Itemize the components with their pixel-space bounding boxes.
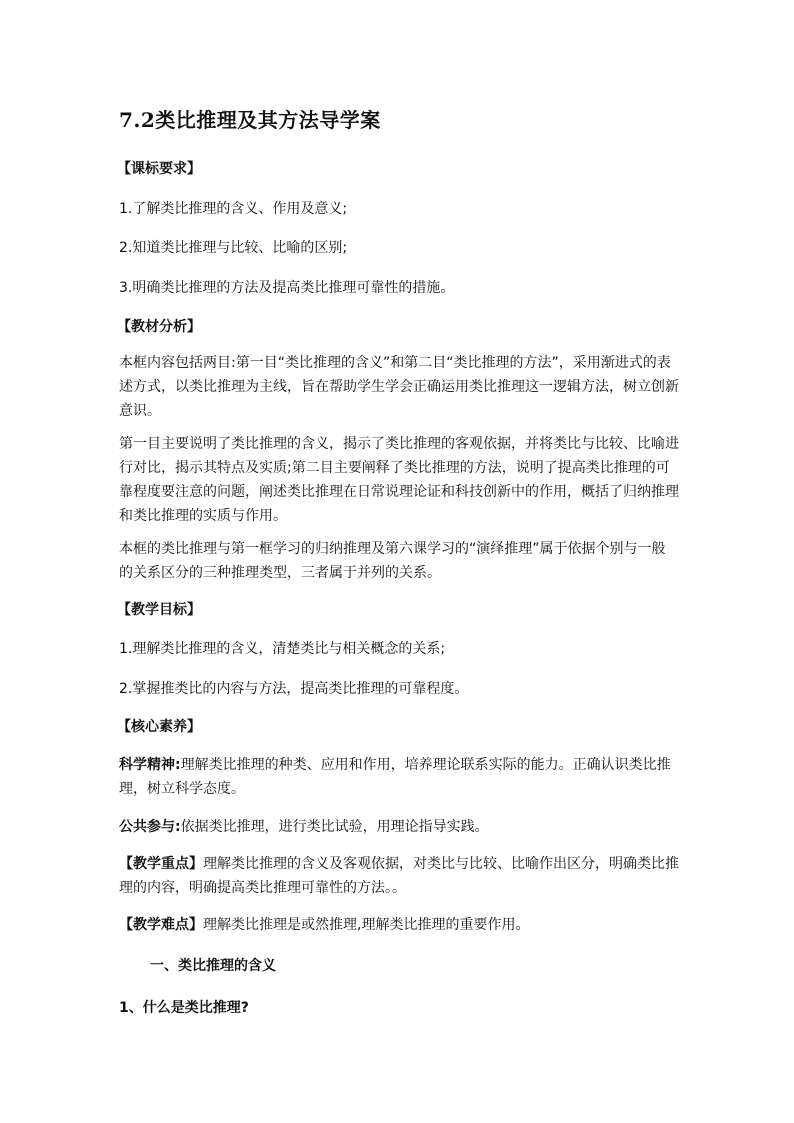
requirement-item-2: 2.知道类比推理与比较、比喻的区别;: [119, 240, 348, 256]
science-spirit-label: 科学精神:: [119, 757, 181, 773]
objective-item-1: 1.理解类比推理的含义，清楚类比与相关概念的关系;: [119, 641, 446, 657]
question-heading-one: 1、什么是类比推理?: [119, 1000, 249, 1016]
requirement-item-1: 1.了解类比推理的含义、作用及意义;: [119, 201, 348, 217]
science-spirit-paragraph: [119, 753, 679, 801]
requirement-item-3: 3.明确类比推理的方法及提高类比推理可靠性的措施。: [119, 280, 455, 296]
section-heading-one: 一、类比推理的含义: [150, 958, 276, 974]
public-participation-text: 依据类比推理，进行类比试验，用理论指导实践。: [180, 819, 489, 835]
teaching-difficulties-label: 【教学难点】: [119, 917, 203, 933]
heading-curriculum-requirements: 【课标要求】: [117, 161, 201, 177]
public-participation-label: 公共参与:: [119, 819, 181, 835]
public-participation-paragraph: [119, 815, 679, 839]
teaching-difficulties-paragraph: [119, 913, 679, 937]
analysis-paragraph-3: 本框的类比推理与第一框学习的归纳推理及第六课学习的“演绎推理”属于依据个别与一般的关系区分的三种推理类型，三者属于并列的关系。: [119, 541, 666, 581]
heading-teaching-objectives: 【教学目标】: [117, 602, 201, 618]
teaching-key-points-paragraph: [119, 852, 679, 900]
heading-textbook-analysis: 【教材分析】: [117, 319, 201, 335]
document-title: 7.2类比推理及其方法导学案: [119, 108, 381, 132]
teaching-key-points-label: 【教学重点】: [119, 856, 203, 872]
science-spirit-text: 理解类比推理的种类、应用和作用，培养理论联系实际的能力。正确认识类比推理，树立科学态度。: [119, 757, 671, 797]
teaching-difficulties-text: 理解类比推理是或然推理,理解类比推理的重要作用。: [203, 917, 530, 933]
analysis-paragraph-1: 本框内容包括两目:第一目“类比推理的含义”和第二目“类比推理的方法”，采用渐进式的表述方式，以类比推理为主线，旨在帮助学生学会正确运用类比推理这一逻辑方法，树立创新意识。: [119, 355, 679, 419]
analysis-paragraph-2: 第一目主要说明了类比推理的含义，揭示了类比推理的客观依据，并将类比与比较、比喻进行对比，揭示其特点及实质;第二目主要阐释了类比推理的方法，说明了提高类比推理的可靠程度要注意的问题，阐述类比推理在日常说理论证和科技创新中的作用，概括了归纳推理和类比推理的实质与作用。: [119, 436, 679, 524]
teaching-key-points-text: 理解类比推理的含义及客观依据，对类比与比较、比喻作出区分，明确类比推理的内容，明确提高类比推理可靠性的方法。。: [119, 856, 679, 896]
objective-item-2: 2.掌握推类比的内容与方法，提高类比推理的可靠程度。: [119, 681, 469, 697]
heading-core-literacy: 【核心素养】: [117, 719, 201, 735]
